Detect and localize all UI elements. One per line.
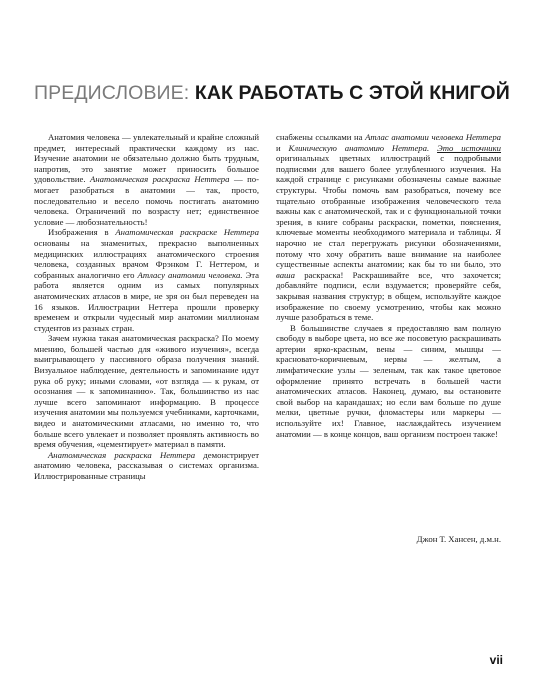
- paragraph: Анатомическая раскраска Неттера демонстрирует анатомию человека, рассказывая о системах организма. Иллюстрированные страницы: [34, 449, 259, 481]
- left-column: [34, 132, 259, 482]
- paragraph: В большинстве случаев я предоставляю вам полную свободу в выборе цвета, но все же посоветую раскрашивать артерии ярко-красным, вены — синим, мышцы — красновато-коричневым, нервы — желтым, а лимфатические узлы — зеленым, так как такое цветовое оформление принято встречать в большей части анатомических атласов. Наконец, думаю, вы остановите свой выбор на карандашах; но если вам больше по душе мелки, цветные ручки, фломастеры или маркеры — используйте их! Главное, наслаждайтесь изучением анатомии — в конце концов, ваш организм построен также!: [276, 322, 501, 439]
- paragraph: Анатомия человека — увлекательный и крайне сложный предмет, интересный практически каждому из нас. Изучение анатомии не обязательно должно быть трудным, напротив, это занятие может приносить большое удовольствие. Анатомическая раскраска Неттера — помогает разобраться в анатомии — так, просто, последовательно и весело помочь постигать анатомию человека. Ограничений по возрасту нет; единственное условие — любознательность!: [34, 132, 259, 227]
- paragraph: Изображения в Анатомическая раскраске Неттера основаны на знаменитых, прекрасно выполненных медицинских иллюстрациях анатомического строения человека, созданных врачом Фрэнком Г. Неттером, и собранных аналогично его Атласу анатомии человека. Эта работа является одним из самых популярных анатомических атласов в мире, не зря он был переведен на 16 языков. Иллюстрации Неттера прошли проверку временем и открыли чудесный мир анатомии миллионам студентов из разных стран.: [34, 227, 259, 333]
- signature: Джон Т. Хансен, д.м.н.: [416, 534, 501, 544]
- title-prefix: ПРЕДИСЛОВИЕ:: [34, 82, 190, 104]
- paragraph: снабжены ссылками на Атлас анатомии человека Неттера и Клиническую анатомию Неттера. Это источники оригинальных цветных иллюстраций с подробными подписями для вашего более углубленного изучения. На каждой странице с рисунками обозначены самые важные структуры. Чтобы помочь вам разобраться, почему все тщательно отобранные изображения человеческого тела важны как с анатомической, так и с функциональной точки зрения, в книге собраны раскраски, пометки, пояснения, ключевые моменты необходимого материала и таблицы. Я нарочно не стал перегружать рисунки обозначениями, потому что хочу обратить ваше внимание на наиболее существенные аспекты анатомии; как бы то ни было, это ваша раскраска! Раскрашивайте все, что захочется; добавляйте подписи, если вздумается; проверяйте себя, закрывая названия структур; в общем, используйте каждое изображение по своему усмотрению, чтобы как можно лучше разобраться в теме.: [276, 132, 502, 323]
- page-number: vii: [489, 653, 503, 667]
- title-main: КАК РАБОТАТЬ С ЭТОЙ КНИГОЙ: [194, 82, 510, 104]
- paragraph: Зачем нужна такая анатомическая раскраска? По моему мнению, большей частью для «живого изучения», всегда выигрывающего у пассивного образа получения знаний. Визуальное наблюдение, деятельность и запоминание идут рука об руку; иными словами, «от взгляда — к рукам, от осознания — к запоминанию». Так, большинство из нас лучше всего запоминают информацию. В процессе изучения анатомии мы пользуемся учебниками, карточками, видео и анатомическими атласами, но именно то, что больше всего увлекает и позволяет проявлять активность во время обучения, «цементирует» материал в памяти.: [34, 333, 259, 450]
- page-title: [34, 82, 510, 105]
- right-column: [276, 132, 501, 439]
